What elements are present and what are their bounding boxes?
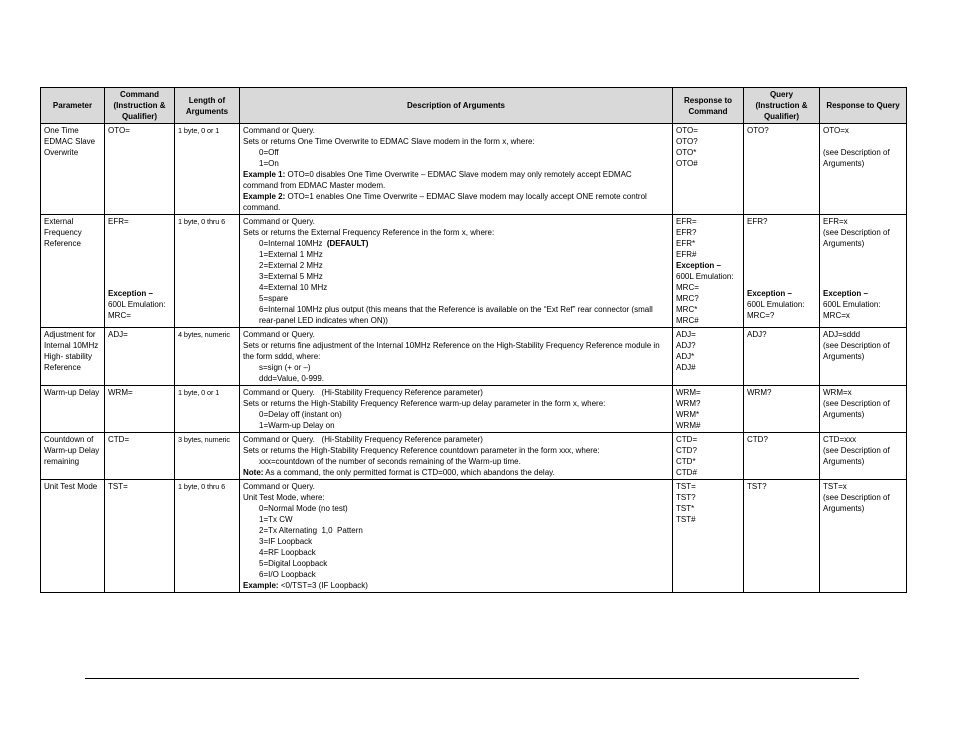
header-command: Command (Instruction & Qualifier)	[105, 88, 175, 124]
length-cell: 3 bytes, numeric	[175, 433, 240, 480]
header-parameter: Parameter	[41, 88, 105, 124]
query-response-line	[823, 136, 903, 147]
query-cell	[744, 215, 820, 328]
response-line: OTO*	[676, 148, 697, 157]
response-line: OTO#	[676, 159, 698, 168]
desc-line: 5=spare	[259, 294, 289, 303]
parameter-cell: Adjustment for Internal 10MHz High- stability Reference	[41, 328, 105, 386]
parameter-cell: Unit Test Mode	[41, 480, 105, 593]
table-row	[41, 480, 907, 593]
response-cell	[673, 124, 744, 215]
description-cell: Command or Query. Unit Test Mode, where: 0=Normal Mode (no test) 1=Tx CW 2=Tx Alternating 1,0 Pattern 3=IF Loopback 4=RF Loopback 5=Digital Loopback 6=I/O Loopback Example: <0/TST=3 (IF Loopback)	[240, 480, 673, 593]
header-response-query: Response to Query	[820, 88, 907, 124]
example-text: OTO=1 enables One Time Overwrite – EDMAC Slave modem may locally accept ONE remote control command.	[243, 192, 650, 212]
description-cell	[240, 215, 673, 328]
query-cell: ADJ?	[744, 328, 820, 386]
query-response-exception: Exception – 600L Emulation: MRC=x	[823, 289, 881, 320]
command-main: EFR=	[108, 217, 129, 226]
parameter-table	[40, 87, 907, 593]
command-cell: TST=	[105, 480, 175, 593]
length-cell: 1 byte, 0 or 1	[175, 124, 240, 215]
command-exception: Exception – 600L Emulation: MRC=	[108, 289, 166, 320]
table-row	[41, 386, 907, 433]
example-label: Example:	[243, 581, 279, 590]
query-cell: TST?	[744, 480, 820, 593]
response-cell: EFR= EFR? EFR* EFR# Exception – 600L Emulation: MRC= MRC? MRC* MRC#	[673, 215, 744, 328]
desc-line: Sets or returns the External Frequency Reference in the form x, where:	[243, 228, 495, 237]
header-query: Query (Instruction & Qualifier)	[744, 88, 820, 124]
description-cell	[240, 124, 673, 215]
query-cell: CTD?	[744, 433, 820, 480]
note-label: Note:	[243, 468, 264, 477]
table-row	[41, 215, 907, 328]
desc-line: Command or Query.	[243, 217, 315, 226]
table-row	[41, 124, 907, 215]
command-cell	[105, 215, 175, 328]
query-response-cell: WRM=x (see Description of Arguments)	[820, 386, 907, 433]
desc-line: Command or Query.	[243, 126, 315, 135]
desc-line: Sets or returns One Time Overwrite to EDMAC Slave modem in the form x, where:	[243, 137, 535, 146]
desc-example	[243, 169, 669, 191]
parameter-cell: One Time EDMAC Slave Overwrite	[41, 124, 105, 215]
desc-line: 0=Internal 10MHz (DEFAULT)	[259, 239, 369, 248]
query-response-line: OTO=x	[823, 126, 849, 135]
default-label: (DEFAULT)	[326, 239, 369, 248]
command-cell: OTO=	[105, 124, 175, 215]
response-cell: WRM= WRM? WRM* WRM#	[673, 386, 744, 433]
query-response-line: (see Description of Arguments)	[823, 148, 892, 168]
example-label: Example 2:	[243, 192, 286, 201]
table-header-row	[41, 88, 907, 124]
query-cell: OTO?	[744, 124, 820, 215]
desc-line: 3=External 5 MHz	[259, 272, 323, 281]
desc-line: 6=Internal 10MHz plus output (this means that the Reference is available on the “Ext Ref” rear connector (small rear-panel LED indicates when ON))	[259, 305, 655, 325]
query-response-cell: EFR=x (see Description of Arguments) Exception – 600L Emulation: MRC=x	[820, 215, 907, 328]
example-text: OTO=0 disables One Time Overwrite – EDMAC Slave modem may only remotely accept EDMAC command from EDMAC Master modem.	[243, 170, 634, 190]
desc-line: 1=External 1 MHz	[259, 250, 323, 259]
response-cell: CTD= CTD? CTD* CTD#	[673, 433, 744, 480]
description-cell: Command or Query. Sets or returns fine adjustment of the Internal 10MHz Reference on the High-Stability Frequency Reference module in the form sddd, where: s=sign (+ or –) ddd=Value, 0-999.	[240, 328, 673, 386]
response-cell: TST= TST? TST* TST#	[673, 480, 744, 593]
query-response-cell: TST=x (see Description of Arguments)	[820, 480, 907, 593]
query-response-cell	[820, 124, 907, 215]
length-cell: 4 bytes, numeric	[175, 328, 240, 386]
header-length: Length of Arguments	[175, 88, 240, 124]
desc-line: 2=External 2 MHz	[259, 261, 323, 270]
description-cell: Command or Query. (Hi-Stability Frequency Reference parameter) Sets or returns the High-Stability Frequency Reference countdown parameter in the form xxx, where: xxx=countdown of the number of seconds remaining of the Warm-up time. Note: As a command, the only permitted format is CTD=000, which abandons the delay.	[240, 433, 673, 480]
length-cell: 1 byte, 0 thru 6	[175, 480, 240, 593]
query-exception: Exception – 600L Emulation: MRC=?	[747, 289, 805, 320]
query-cell: WRM?	[744, 386, 820, 433]
query-main: EFR?	[747, 217, 768, 226]
table-row	[41, 328, 907, 386]
response-line: OTO=	[676, 126, 698, 135]
parameter-cell: Warm-up Delay	[41, 386, 105, 433]
parameter-cell: External Frequency Reference	[41, 215, 105, 328]
response-cell: ADJ= ADJ? ADJ* ADJ#	[673, 328, 744, 386]
desc-line: 0=Off	[259, 148, 279, 157]
parameter-cell: Countdown of Warm-up Delay remaining	[41, 433, 105, 480]
desc-example	[243, 191, 669, 213]
header-response-command: Response to Command	[673, 88, 744, 124]
query-response-cell: ADJ=sddd (see Description of Arguments)	[820, 328, 907, 386]
table-row	[41, 433, 907, 480]
length-cell: 1 byte, 0 thru 6	[175, 215, 240, 328]
query-response-cell: CTD=xxx (see Description of Arguments)	[820, 433, 907, 480]
description-cell: Command or Query. (Hi-Stability Frequency Reference parameter) Sets or returns the High-Stability Frequency Reference warm-up delay parameter in the form x, where: 0=Delay off (instant on) 1=Warm-up Delay on	[240, 386, 673, 433]
footer-rule	[85, 678, 859, 679]
desc-note: Note: As a command, the only permitted format is CTD=000, which abandons the delay.	[243, 468, 555, 477]
desc-line: 4=External 10 MHz	[259, 283, 328, 292]
command-cell: CTD=	[105, 433, 175, 480]
desc-example: Example: <0/TST=3 (IF Loopback)	[243, 581, 368, 590]
desc-line: 1=On	[259, 159, 279, 168]
response-line: OTO?	[676, 137, 698, 146]
length-cell: 1 byte, 0 or 1	[175, 386, 240, 433]
header-description: Description of Arguments	[240, 88, 673, 124]
example-label: Example 1:	[243, 170, 286, 179]
command-cell: ADJ=	[105, 328, 175, 386]
command-cell: WRM=	[105, 386, 175, 433]
